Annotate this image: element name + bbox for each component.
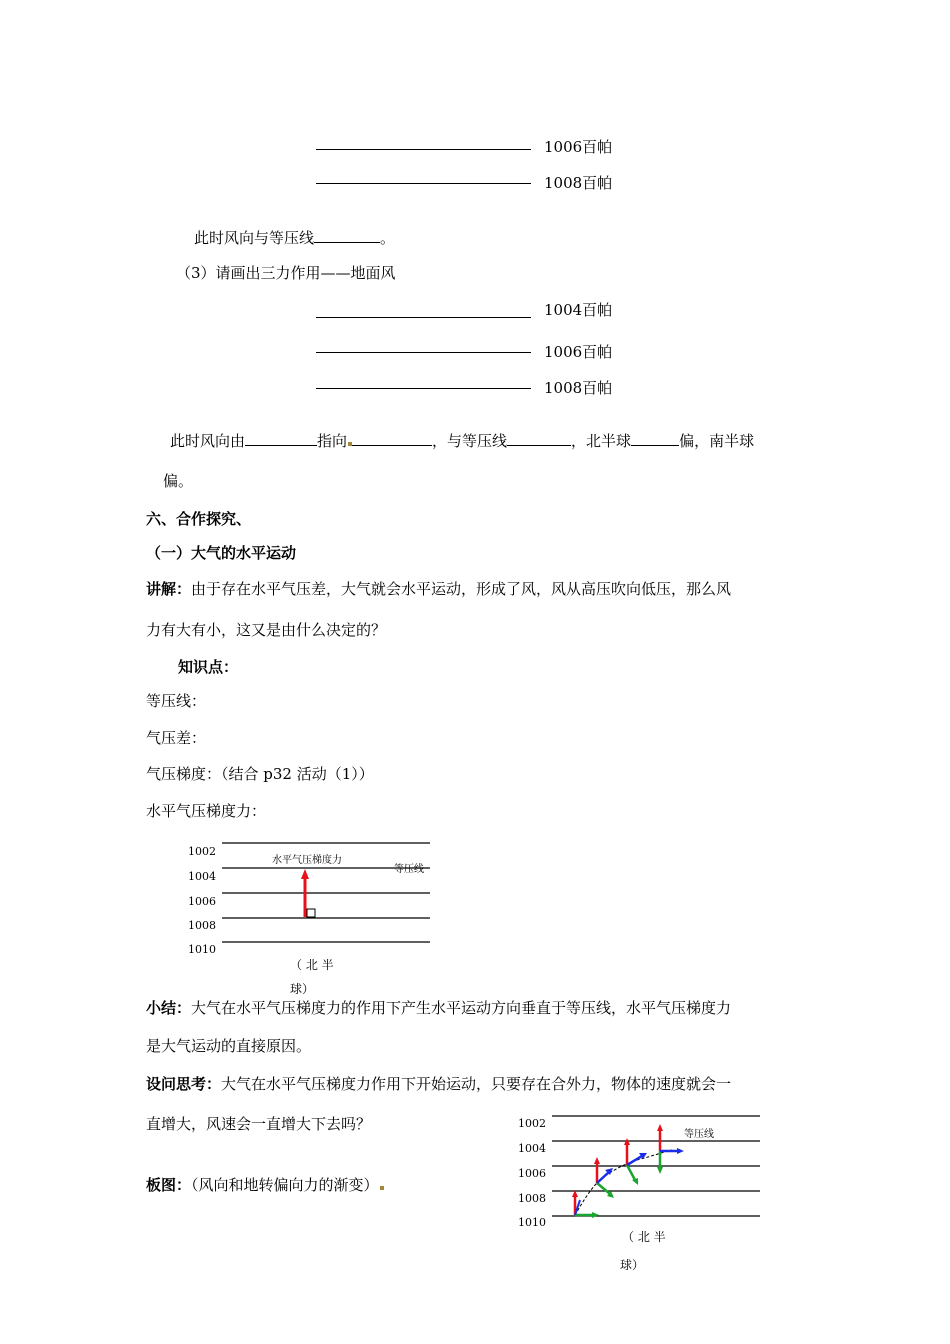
subsection-title xyxy=(146,542,296,563)
isobar-value: 1008 xyxy=(188,919,216,932)
question-text: 指向 xyxy=(317,432,348,450)
wind-direction-fill-line xyxy=(170,430,754,451)
answer-blank xyxy=(245,431,317,446)
term-pressure-gradient-force: 水平气压梯度力： xyxy=(146,802,267,820)
isobar-label: 1004百帕 xyxy=(544,301,613,319)
marker xyxy=(380,1186,384,1190)
term-pressure-gradient: 气压梯度：（结合 p32 活动（1）） xyxy=(146,765,374,783)
pressure-gradient-figure xyxy=(180,836,450,996)
isobar-value: 1002 xyxy=(188,845,216,858)
hemisphere-label: （ 北 半 xyxy=(290,958,334,972)
isobar-label: 1008百帕 xyxy=(544,379,613,397)
isobar-value: 1002 xyxy=(518,1117,546,1130)
question-text: 大气在水平气压梯度力作用下开始运动，只要存在合外力，物体的速度就会一 xyxy=(221,1075,732,1093)
isobar-value: 1004 xyxy=(518,1142,546,1155)
coriolis-force-arrow xyxy=(597,1183,610,1194)
explain-text: 由于存在水平气压差，大气就会水平运动，形成了风，风从高压吹向低压，那么风 xyxy=(191,580,732,598)
summary-text: 是大气运动的直接原因。 xyxy=(146,1037,312,1055)
isobar-line xyxy=(316,183,531,184)
subsection-title-text: （一）大气的水平运动 xyxy=(146,544,297,562)
stage-3-forces xyxy=(624,1138,647,1185)
hemisphere-label: 球） xyxy=(290,982,315,996)
wind-path xyxy=(575,1150,672,1215)
isobar-value: 1008 xyxy=(518,1192,546,1205)
isobar-line xyxy=(316,352,531,353)
arrow-head-icon xyxy=(632,1178,638,1185)
summary-text: 大气在水平气压梯度力的作用下产生水平运动方向垂直于等压线，水平气压梯度力 xyxy=(191,999,732,1017)
board-label: 板图： xyxy=(146,1176,192,1194)
term-pressure-difference: 气压差： xyxy=(146,729,207,747)
arrow-head-icon xyxy=(594,1157,600,1164)
explain-text: 力有大有小，这又是由什么决定的？ xyxy=(146,621,387,639)
arrow-head-icon xyxy=(657,1167,663,1174)
answer-blank xyxy=(352,431,432,446)
isobar-label: 1006百帕 xyxy=(544,343,613,361)
answer-blank xyxy=(314,228,380,243)
explain-label: 讲解： xyxy=(146,580,192,598)
arrow-head-icon xyxy=(677,1148,684,1154)
stage-1-forces xyxy=(572,1190,599,1218)
isobar-line xyxy=(316,388,531,389)
wind-arrow xyxy=(597,1172,609,1183)
arrow-head-icon xyxy=(301,869,309,879)
answer-blank xyxy=(507,431,571,446)
isobar-value: 1010 xyxy=(518,1216,546,1229)
force-label: 水平气压梯度力 xyxy=(272,855,342,866)
board-paragraph xyxy=(146,1174,384,1195)
stage-2-forces xyxy=(594,1157,614,1198)
answer-blank xyxy=(631,431,679,446)
isobar-value: 1006 xyxy=(188,895,216,908)
explain-paragraph xyxy=(146,578,731,599)
board-text: （风向和地转偏向力的渐变） xyxy=(191,1176,379,1194)
question-text: 偏，南半球 xyxy=(679,432,755,450)
arrow-head-icon xyxy=(657,1124,663,1131)
summary-paragraph xyxy=(146,997,731,1018)
section-6-title: 六、合作探究、 xyxy=(146,510,252,528)
term-isobar: 等压线： xyxy=(146,692,207,710)
isobar-value: 1004 xyxy=(188,870,216,883)
knowledge-label: 知识点： xyxy=(178,658,239,676)
right-angle-marker xyxy=(307,909,315,917)
question-text: 此时风向与等压线 xyxy=(194,229,315,247)
isobar-label: 1008百帕 xyxy=(544,174,613,192)
isobar-line xyxy=(316,317,531,318)
wind-direction-question xyxy=(194,227,395,248)
question-paragraph xyxy=(146,1073,731,1094)
isobar-caption: 等压线 xyxy=(394,864,424,875)
question-text: 此时风向由 xyxy=(170,432,246,450)
isobar-line xyxy=(316,149,531,150)
question-text: ，北半球 xyxy=(571,432,632,450)
summary-label: 小结： xyxy=(146,999,192,1017)
isobar-value: 1006 xyxy=(518,1167,546,1180)
hemisphere-label: 球） xyxy=(620,1258,645,1272)
wind-evolution-figure xyxy=(512,1108,772,1278)
isobar-caption: 等压线 xyxy=(684,1129,714,1140)
isobar-label: 1006百帕 xyxy=(544,138,613,156)
hemisphere-label: （ 北 半 xyxy=(622,1230,666,1244)
wind-arrow xyxy=(627,1156,642,1165)
arrow-head-icon xyxy=(592,1212,599,1218)
question-text: 偏。 xyxy=(163,472,194,490)
question-text: ，与等压线 xyxy=(432,432,508,450)
question-3-title: （3）请画出三力作用——地面风 xyxy=(176,264,396,282)
question-text: 。 xyxy=(380,229,396,247)
isobar-value: 1010 xyxy=(188,943,216,956)
coriolis-force-arrow xyxy=(627,1165,635,1180)
question-text: 直增大，风速会一直增大下去吗？ xyxy=(146,1115,372,1133)
question-label: 设问思考： xyxy=(146,1075,222,1093)
